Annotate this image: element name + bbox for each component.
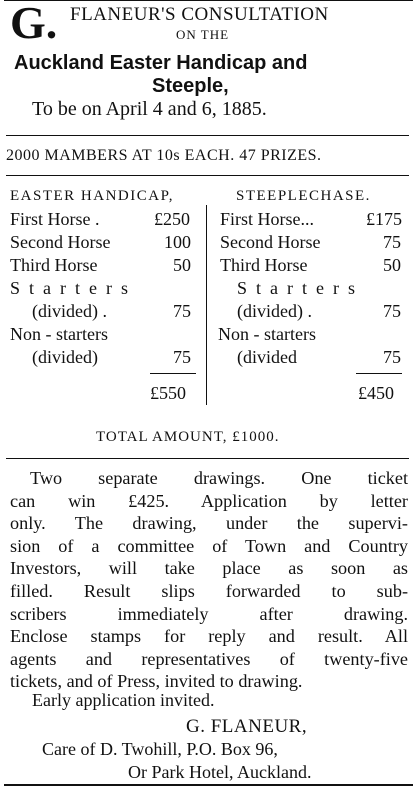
body-line: can win £425. Application by letter [10, 490, 408, 511]
steeple-sum-rule [356, 373, 402, 374]
steeple-row-label: (divided [237, 347, 297, 367]
members-line: 2000 MAMBERS AT 10s EACH. 47 PRIZES. [6, 147, 322, 164]
total-amount: TOTAL AMOUNT, £1000. [96, 429, 280, 445]
ad-title: FLANEUR'S CONSULTATION [70, 4, 329, 25]
easter-row-label: Non - starters [10, 324, 108, 344]
easter-row-label: (divided) [32, 347, 98, 367]
body-line: filled. Result slips forwarded to sub- [10, 580, 408, 601]
steeple-row-amount: £175 [366, 209, 402, 229]
body-line: only. The drawing, under the supervi- [10, 513, 408, 534]
event-heading-line2: Steeple, [152, 75, 229, 97]
body-paragraph [10, 467, 408, 693]
easter-heading: EASTER HANDICAP, [10, 188, 175, 204]
bottom-rule [4, 784, 413, 786]
easter-row-amount: 50 [173, 255, 191, 275]
easter-total: £550 [150, 383, 186, 403]
easter-row-label: Third Horse [10, 255, 98, 275]
easter-row-label: First Horse . [10, 209, 100, 229]
steeple-row-label: Starters [237, 278, 364, 298]
easter-row-amount: £250 [154, 209, 190, 229]
steeple-row-label: (divided) . [237, 301, 312, 321]
steeple-row-amount: 75 [383, 347, 401, 367]
steeple-row-amount: 50 [383, 255, 401, 275]
body-line: Enclose stamps for reply and result. All [10, 626, 408, 647]
park-hotel-address: Or Park Hotel, Auckland. [128, 762, 312, 782]
body-line: scribers immediately after drawing. [10, 603, 408, 624]
easter-row-label: (divided) . [32, 301, 107, 321]
divider-3 [6, 458, 409, 459]
ad-subtitle: ON THE [176, 27, 230, 42]
body-line: agents and representatives of twenty-five [10, 648, 408, 669]
care-of-address: Care of D. Twohill, P.O. Box 96, [42, 739, 278, 759]
signature: G. FLANEUR, [186, 716, 308, 737]
divider-1 [6, 135, 409, 136]
steeple-row-label: Third Horse [220, 255, 308, 275]
body-line: tickets, and of Press, invited to drawing. [10, 671, 303, 692]
easter-row-amount: 75 [173, 347, 191, 367]
body-line: Investors, will take place as soon as [10, 558, 408, 579]
easter-row-label: Starters [10, 278, 137, 298]
steeple-total: £450 [358, 383, 394, 403]
easter-row-amount: 75 [173, 301, 191, 321]
steeple-row-amount: 75 [383, 232, 401, 252]
top-rule [4, 0, 413, 1]
big-letter-g: G. [10, 0, 58, 48]
early-application: Early application invited. [32, 690, 215, 710]
steeple-row-amount: 75 [383, 301, 401, 321]
easter-row-amount: 100 [164, 232, 191, 252]
divider-2 [6, 175, 409, 176]
body-line: sion of a committee of Town and Country [10, 535, 408, 556]
steeple-heading: STEEPLECHASE. [236, 188, 371, 204]
event-heading-line1: Auckland Easter Handicap and [14, 52, 308, 74]
date-line: To be on April 4 and 6, 1885. [32, 98, 267, 120]
easter-row-label: Second Horse [10, 232, 111, 252]
easter-sum-rule [150, 373, 196, 374]
steeple-row-label: Second Horse [220, 232, 321, 252]
steeple-row-label: First Horse... [220, 209, 314, 229]
column-divider [206, 205, 207, 405]
steeple-row-label: Non - starters [218, 324, 316, 344]
body-line: Two separate drawings. One ticket [30, 468, 408, 488]
